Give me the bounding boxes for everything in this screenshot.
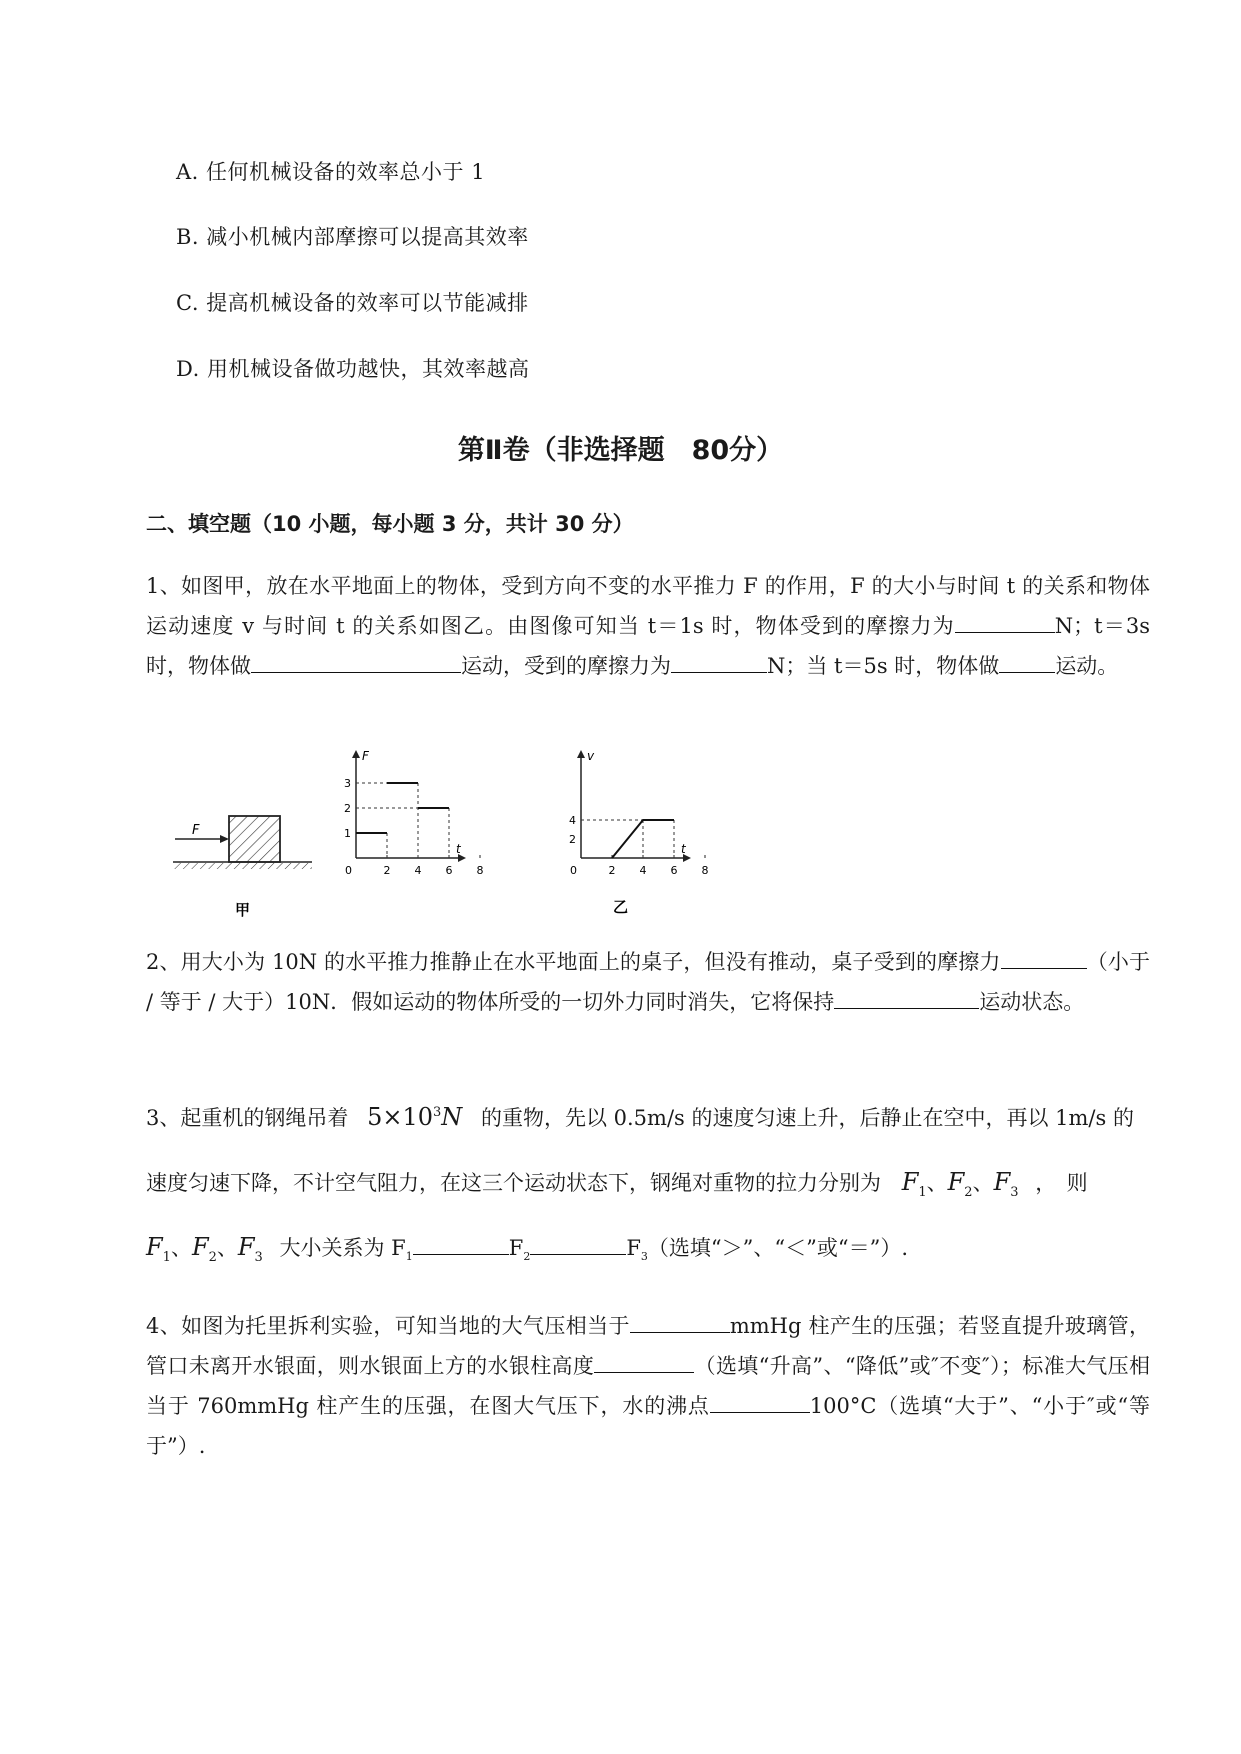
q3-text-1: 3、起重机的钢绳吊着 (146, 1106, 349, 1130)
force-arrowhead (220, 835, 229, 843)
option-d (176, 353, 529, 383)
y-tick-label: 4 (569, 814, 576, 827)
separator: 、 (926, 1171, 948, 1195)
q2-text-1: 2、用大小为 10N 的水平推力推静止在水平地面上的桌子，但没有推动，桌子受到的摩擦力 (146, 950, 1001, 974)
x-tick-label: 6 (670, 864, 678, 877)
q3-text-6: F (508, 1236, 524, 1260)
q1-blank-2[interactable] (251, 651, 461, 673)
option-letter: D. (176, 357, 200, 381)
f-symbol: F (237, 1233, 255, 1261)
option-letter: A. (176, 160, 199, 184)
q3-blank-2[interactable] (530, 1233, 626, 1255)
f-sub: 3 (1010, 1184, 1019, 1200)
q4-blank-3[interactable] (710, 1391, 810, 1413)
f-symbol: F (993, 1168, 1011, 1196)
option-c (176, 287, 529, 317)
question-4 (146, 1306, 1150, 1466)
q1-blank-1[interactable] (955, 611, 1055, 633)
f-symbol: F (191, 1233, 209, 1261)
y-tick-label: 3 (344, 777, 351, 790)
weight-exp: 3 (432, 1105, 442, 1120)
q3-text-7: F (626, 1236, 641, 1260)
force-label: F (192, 823, 200, 838)
block (229, 816, 280, 862)
f-sub: 3 (640, 1250, 648, 1264)
q3-text-5: 大小关系为 F (279, 1236, 406, 1260)
q4-text-1: 4、如图为托里拆利实验，可知当地的大气压相当于 (146, 1314, 630, 1338)
question-3-line-3 (146, 1232, 908, 1265)
f-sub: 1 (405, 1250, 413, 1264)
option-text: 减小机械内部摩擦可以提高其效率 (206, 225, 529, 249)
x-tick-label: 8 (476, 864, 484, 877)
f-sub: 1 (162, 1249, 171, 1265)
q4-blank-2[interactable] (594, 1351, 694, 1373)
forces-expression-2 (146, 1233, 263, 1265)
separator: 、 (170, 1236, 192, 1260)
caption-jia: 甲 (235, 901, 251, 919)
ground-hatch (173, 863, 312, 869)
forces-expression-1 (901, 1168, 1019, 1200)
question-3-line-2 (146, 1167, 1088, 1200)
x-tick-label: 2 (608, 864, 616, 877)
option-a (176, 156, 485, 186)
y-tick-label: 2 (569, 833, 576, 846)
q4-blank-1[interactable] (630, 1311, 730, 1333)
f-sub: 2 (208, 1249, 217, 1265)
separator: 、 (972, 1171, 994, 1195)
y-tick-label: 2 (344, 802, 351, 815)
section-title: 二、填空题（10 小题，每小题 3 分，共计 30 分） (146, 512, 634, 536)
f-sub: 1 (918, 1184, 927, 1200)
part-title: 第Ⅱ卷（非选择题 80分） (457, 435, 784, 466)
option-b (176, 221, 529, 251)
y-axis-label: v (587, 749, 595, 763)
option-text: 用机械设备做功越快，其效率越高 (206, 357, 530, 381)
chart-f-t (338, 746, 528, 881)
origin-label: 0 (345, 864, 352, 877)
origin-label: 0 (570, 864, 577, 877)
f-sub: 3 (254, 1249, 263, 1265)
option-text: 提高机械设备的效率可以节能减排 (206, 291, 529, 315)
y-tick-label: 1 (344, 827, 351, 840)
x-axis-label: t (681, 842, 686, 856)
x-tick-label: 4 (414, 864, 422, 877)
x-tick-label: 6 (445, 864, 453, 877)
question-3-line-1 (146, 1102, 1134, 1132)
question-1 (146, 566, 1150, 686)
q2-text-3: 运动状态。 (979, 990, 1085, 1014)
f-sub: 2 (964, 1184, 973, 1200)
q3-text-4: ， 则 (1035, 1171, 1088, 1195)
option-letter: B. (176, 225, 200, 249)
chart-v-t (565, 746, 755, 926)
option-text: 任何机械设备的效率总小于 1 (206, 160, 486, 184)
q2-text-2: （小于 / 等于 / 大于）10N．假如运动的物体所受的一切外力同时消失，它将保持 (146, 950, 1150, 1014)
q1-blank-4[interactable] (999, 651, 1055, 673)
q1-text-5: 运动。 (1055, 654, 1119, 678)
figure-jia (170, 780, 320, 930)
x-axis-label: t (456, 842, 461, 856)
q4-text-4: 100°C（选填“大于”、“小于″或“等于”）. (146, 1394, 1151, 1458)
weight-expression (367, 1103, 462, 1131)
x-tick-label: 4 (639, 864, 647, 877)
q1-text-2: N；t＝3s 时，物体做 (146, 614, 1150, 678)
weight-unit: N (441, 1103, 463, 1131)
option-letter: C. (176, 291, 199, 315)
f-symbol: F (901, 1168, 919, 1196)
q1-blank-3[interactable] (671, 651, 767, 673)
question-2 (146, 942, 1150, 1022)
q4-text-2: mmHg 柱产生的压强；若竖直提升玻璃管，管口未离开水银面，则水银面上方的水银柱高度 (146, 1314, 1150, 1378)
q2-blank-1[interactable] (1001, 947, 1087, 969)
caption-yi: 乙 (613, 898, 629, 916)
f-sub: 2 (523, 1250, 531, 1264)
separator: 、 (216, 1236, 238, 1260)
f-symbol: F (146, 1233, 163, 1261)
q1-text-4: N；当 t＝5s 时，物体做 (767, 654, 1000, 678)
q3-text-8: （选填“＞”、“＜”或“＝”）. (647, 1236, 908, 1260)
y-axis-label: F (362, 749, 369, 763)
q3-text-3: 速度匀速下降，不计空气阻力，在这三个运动状态下，钢绳对重物的拉力分别为 (146, 1171, 881, 1195)
weight-coef: 5×10 (367, 1103, 433, 1131)
x-tick-label: 8 (701, 864, 709, 877)
x-tick-label: 2 (383, 864, 391, 877)
q2-blank-2[interactable] (834, 987, 979, 1009)
f-symbol: F (947, 1168, 965, 1196)
q4-text-3: （选填“升高”、“降低”或″不变″）；标准大气压相当于 760mmHg 柱产生的压强，在图大气压下，水的沸点 (146, 1354, 1150, 1418)
q3-text-2: 的重物，先以 0.5m/s 的速度匀速上升，后静止在空中，再以 1m/s 的 (480, 1106, 1134, 1130)
q3-blank-1[interactable] (413, 1233, 509, 1255)
q1-text-1: 1、如图甲，放在水平地面上的物体，受到方向不变的水平推力 F 的作用，F 的大小与时间 t 的关系和物体运动速度 v 与时间 t 的关系如图乙。由图像可知当 t＝1s 时，物体受到的摩擦力为 (146, 574, 1150, 638)
q1-text-3: 运动，受到的摩擦力为 (461, 654, 671, 678)
